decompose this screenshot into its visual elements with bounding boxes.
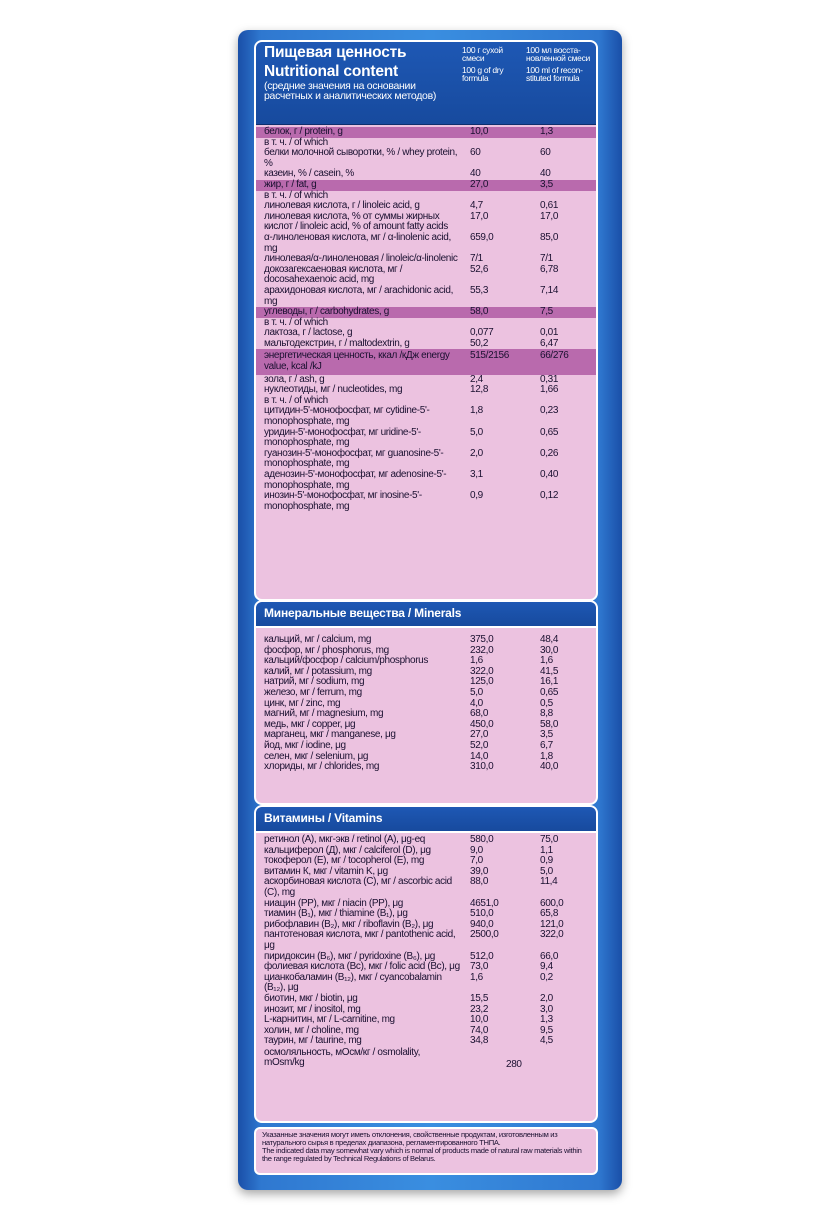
col2-header-en: 100 ml of recon-stituted formula	[526, 65, 583, 83]
row-label: линолевая кислота, г / linoleic acid, g	[264, 200, 420, 212]
row-value-reconstituted: 65,8	[540, 908, 559, 920]
row-value-dry: 2,0	[470, 447, 483, 459]
table-row	[256, 212, 596, 233]
table-row	[256, 470, 596, 491]
row-label: цинк, мг / zinc, mg	[264, 697, 341, 709]
row-value-dry: 34,8	[470, 1035, 489, 1047]
row-value-reconstituted: 66/276	[540, 350, 569, 362]
row-value-dry: 580,0	[470, 834, 494, 845]
table-row	[256, 449, 596, 470]
table-row	[256, 930, 596, 951]
row-label: линолевая/α-линоленовая / linoleic/α-linolenic	[264, 253, 458, 265]
row-label: белки молочной сыворотки, % / whey protein, %	[264, 147, 458, 169]
disclaimer-note	[254, 1127, 598, 1175]
row-value-dry: 10,0	[470, 1014, 489, 1026]
row-value-dry: 15,5	[470, 992, 489, 1004]
row-label: калий, мг / potassium, mg	[264, 665, 372, 677]
row-value-reconstituted: 7,14	[540, 284, 559, 296]
row-label: холин, мг / choline, mg	[264, 1024, 359, 1036]
row-value-reconstituted: 0,65	[540, 426, 559, 438]
row-label: аденозин-5'-монофосфат, мг adenosine-5'-monophosphate, mg	[264, 469, 447, 491]
row-label: ниацин (РР), мкг / niacin (PP), μg	[264, 897, 403, 909]
row-value-reconstituted: 0,40	[540, 469, 559, 480]
row-value-reconstituted: 3,5	[540, 729, 553, 741]
row-label: селен, мкг / selenium, μg	[264, 750, 369, 762]
row-value-dry: 450,0	[470, 718, 494, 730]
row-label: в т. ч. / of which	[264, 136, 328, 148]
mineral-rows	[256, 628, 596, 773]
row-label: рибофлавин (B₂), мкг / riboflavin (B₂), μg	[264, 918, 434, 930]
row-value-dry: 50,2	[470, 337, 489, 349]
row-value-reconstituted: 0,2	[540, 971, 553, 983]
row-value-reconstituted: 1,6	[540, 655, 553, 667]
row-label: арахидоновая кислота, мг / arachidonic acid, mg	[264, 284, 454, 307]
col1-header-ru: 100 г сухой смеси	[462, 45, 503, 63]
table-row	[256, 428, 596, 449]
row-value-dry: 12,8	[470, 384, 489, 396]
table-row	[256, 127, 596, 138]
row-value-dry: 7/1	[470, 253, 483, 265]
row-label: инозит, мг / inositol, mg	[264, 1003, 361, 1015]
row-value-dry: 1,6	[470, 971, 483, 983]
table-row	[256, 265, 596, 286]
row-value-reconstituted: 3,5	[540, 178, 553, 190]
col2-header-ru: 100 мл восста-новленной смеси	[526, 45, 590, 63]
row-value-dry: 55,3	[470, 284, 489, 296]
row-value-reconstituted: 0,31	[540, 373, 559, 385]
subtitle: (средние значения на основании расчетных и аналитических методов)	[264, 80, 437, 102]
row-value-dry: 515/2156	[470, 350, 509, 362]
row-value-dry: 510,0	[470, 908, 494, 920]
row-value-dry: 14,0	[470, 750, 489, 762]
table-row	[256, 233, 596, 254]
row-label: лактоза, г / lactose, g	[264, 327, 353, 339]
row-value-reconstituted: 41,5	[540, 665, 559, 677]
row-value-reconstituted: 9,4	[540, 961, 553, 973]
table-row	[256, 973, 596, 994]
row-value-reconstituted: 0,26	[540, 447, 559, 459]
row-value-reconstituted: 75,0	[540, 834, 559, 845]
row-label: фосфор, мг / phosphorus, mg	[264, 644, 389, 656]
row-value-dry: 125,0	[470, 676, 494, 688]
row-value-reconstituted: 58,0	[540, 718, 559, 730]
row-label: в т. ч. / of which	[264, 189, 328, 201]
row-value-reconstituted: 7,5	[540, 306, 553, 318]
row-value-reconstituted: 322,0	[540, 929, 564, 941]
vitamin-rows	[256, 833, 596, 1047]
row-label: ретинол (А), мкг-экв / retinol (A), μg-eq	[264, 834, 426, 845]
row-value-dry: 73,0	[470, 961, 489, 973]
row-value-dry: 1,8	[470, 405, 483, 417]
row-label: фолиевая кислота (Bc), мкг / folic acid (Bc), μg	[264, 961, 460, 973]
row-value-dry: 52,6	[470, 263, 489, 275]
row-value-reconstituted: 1,3	[540, 126, 553, 137]
table-row	[256, 741, 596, 752]
osmolality-label: осмоляльность, мОсм/кг / osmolality, mOsm/kg	[264, 1046, 421, 1069]
row-label: цианкобаламин (B₁₂), мкг / cyancobalamin (B₁₂), μg	[264, 971, 442, 994]
row-label: пиридоксин (B₆), мкг / pyridoxine (B₆), μg	[264, 950, 435, 962]
minerals-title: Минеральные вещества / Minerals	[264, 606, 462, 620]
table-row	[256, 994, 596, 1005]
row-value-dry: 10,0	[470, 126, 489, 137]
row-label: кальций, мг / calcium, mg	[264, 634, 372, 645]
row-value-reconstituted: 85,0	[540, 231, 559, 243]
row-label: мальтодекстрин, г / maltodextrin, g	[264, 337, 410, 349]
row-value-dry: 74,0	[470, 1024, 489, 1036]
row-value-reconstituted: 17,0	[540, 210, 559, 222]
row-label: L-карнитин, мг / L-carnitine, mg	[264, 1014, 395, 1026]
row-label: докозагексаеновая кислота, мг / docosahexaenoic acid, mg	[264, 263, 403, 286]
row-value-reconstituted: 0,5	[540, 697, 553, 709]
table-row	[256, 180, 596, 191]
row-value-dry: 2,4	[470, 373, 483, 385]
row-value-reconstituted: 0,12	[540, 490, 559, 502]
row-label: α-линоленовая кислота, мг / α-linolenic acid, mg	[264, 231, 451, 254]
vitamins-header	[256, 807, 596, 833]
nutrition-panel	[254, 40, 598, 601]
table-row	[256, 635, 596, 646]
table-row	[256, 491, 596, 512]
row-label: кальций/фосфор / calcium/phosphorus	[264, 655, 429, 667]
row-label: токоферол (Е), мг / tocopherol (E), mg	[264, 855, 425, 867]
row-value-dry: 27,0	[470, 729, 489, 741]
row-value-reconstituted: 121,0	[540, 918, 564, 930]
row-value-reconstituted: 9,5	[540, 1024, 553, 1036]
row-value-reconstituted: 11,4	[540, 876, 558, 888]
table-row	[256, 339, 596, 350]
row-value-reconstituted: 8,8	[540, 708, 553, 720]
table-row	[256, 688, 596, 699]
row-value-reconstituted: 48,4	[540, 634, 559, 645]
row-value-dry: 232,0	[470, 644, 494, 656]
row-value-reconstituted: 5,0	[540, 865, 553, 877]
table-row	[256, 406, 596, 427]
row-value-dry: 0,077	[470, 327, 494, 339]
row-value-reconstituted: 1,1	[540, 844, 553, 856]
row-value-dry: 60	[470, 147, 481, 159]
row-value-reconstituted: 4,5	[540, 1035, 553, 1047]
row-label: биотин, мкг / biotin, μg	[264, 992, 358, 1004]
row-label: углеводы, г / carbohydrates, g	[264, 306, 389, 318]
row-label: в т. ч. / of which	[264, 394, 328, 406]
row-value-dry: 322,0	[470, 665, 494, 677]
col1-header-en: 100 g of dry formula	[462, 65, 504, 83]
row-value-dry: 5,0	[470, 426, 483, 438]
row-value-reconstituted: 6,78	[540, 263, 559, 275]
row-label: витамин К, мкг / vitamin K, μg	[264, 865, 388, 877]
table-row	[256, 286, 596, 307]
row-value-dry: 23,2	[470, 1003, 489, 1015]
table-row	[256, 877, 596, 898]
row-value-reconstituted: 30,0	[540, 644, 559, 656]
row-value-dry: 4,7	[470, 200, 483, 212]
row-value-reconstituted: 66,0	[540, 950, 559, 962]
table-row	[256, 762, 596, 773]
table-row	[256, 835, 596, 846]
row-value-reconstituted: 1,8	[540, 750, 553, 762]
table-row	[256, 349, 596, 374]
row-value-dry: 2500,0	[470, 929, 499, 941]
row-value-reconstituted: 60	[540, 147, 551, 159]
row-label: таурин, мг / taurine, mg	[264, 1035, 362, 1047]
osmolality-row	[256, 1048, 596, 1069]
row-value-reconstituted: 0,23	[540, 405, 559, 417]
nutrition-header	[256, 42, 596, 125]
row-label: железо, мг / ferrum, mg	[264, 686, 362, 698]
row-value-dry: 1,6	[470, 655, 483, 667]
row-value-dry: 39,0	[470, 865, 489, 877]
row-value-dry: 58,0	[470, 306, 489, 318]
row-label: уридин-5'-монофосфат, мг uridine-5'-monophosphate, mg	[264, 426, 421, 449]
row-label: хлориды, мг / chlorides, mg	[264, 761, 380, 773]
row-label: магний, мг / magnesium, mg	[264, 708, 384, 720]
row-label: жир, г / fat, g	[264, 178, 317, 190]
table-row	[256, 148, 596, 169]
row-value-dry: 512,0	[470, 950, 494, 962]
vitamins-panel	[254, 805, 598, 1123]
row-value-dry: 27,0	[470, 178, 489, 190]
row-value-dry: 4651,0	[470, 897, 499, 909]
row-value-reconstituted: 600,0	[540, 897, 564, 909]
row-value-dry: 3,1	[470, 469, 483, 480]
row-value-reconstituted: 3,0	[540, 1003, 553, 1015]
row-label: марганец, мкг / manganese, μg	[264, 729, 396, 741]
row-value-dry: 17,0	[470, 210, 489, 222]
row-value-reconstituted: 7/1	[540, 253, 553, 265]
row-label: инозин-5'-монофосфат, мг inosine-5'-monophosphate, mg	[264, 490, 422, 512]
row-value-dry: 52,0	[470, 739, 489, 751]
row-value-dry: 375,0	[470, 634, 494, 645]
vitamins-title: Витамины / Vitamins	[264, 811, 383, 825]
disclaimer-ru: Указанные значения могут иметь отклонения, свойственные продуктам, изготовленным из натурального сырья в пределах диапазона, регламентированного ТНПА.	[262, 1130, 558, 1147]
row-label: нуклеотиды, мг / nucleotides, mg	[264, 384, 403, 396]
row-value-reconstituted: 1,66	[540, 384, 559, 396]
row-label: цитидин-5'-монофосфат, мг cytidine-5'-monophosphate, mg	[264, 405, 430, 428]
row-value-dry: 310,0	[470, 761, 494, 773]
row-value-reconstituted: 1,3	[540, 1014, 553, 1026]
row-value-dry: 659,0	[470, 231, 494, 243]
row-label: аскорбиновая кислота (С), мг / ascorbic acid (C), mg	[264, 876, 452, 898]
row-value-reconstituted: 0,01	[540, 327, 559, 339]
row-value-dry: 0,9	[470, 490, 483, 502]
row-label: натрий, мг / sodium, mg	[264, 676, 365, 688]
row-label: гуанозин-5'-монофосфат, мг guanosine-5'-monophosphate, mg	[264, 447, 444, 470]
row-value-reconstituted: 0,65	[540, 686, 559, 698]
row-label: тиамин (B₁), мкг / thiamine (B₁), μg	[264, 908, 408, 920]
row-value-dry: 9,0	[470, 844, 483, 856]
minerals-panel	[254, 600, 598, 805]
row-value-reconstituted: 6,47	[540, 337, 559, 349]
row-value-reconstituted: 16,1	[540, 676, 559, 688]
row-value-dry: 7,0	[470, 855, 483, 867]
row-label: пантотеновая кислота, мкг / pantothenic acid, μg	[264, 929, 456, 951]
row-value-reconstituted: 40,0	[540, 761, 559, 773]
row-value-dry: 4,0	[470, 697, 483, 709]
row-value-dry: 5,0	[470, 686, 483, 698]
row-value-reconstituted: 6,7	[540, 739, 553, 751]
row-label: зола, г / ash, g	[264, 373, 325, 385]
row-label: в т. ч. / of which	[264, 316, 328, 328]
osmolality-value: 280	[506, 1058, 522, 1070]
row-label: белок, г / protein, g	[264, 126, 343, 137]
row-value-reconstituted: 40	[540, 168, 551, 180]
table-row	[256, 1036, 596, 1047]
disclaimer-en: The indicated data may somewhat vary which is normal of products made of natural raw materials within the range regulated by Technical Regulations of Belarus.	[262, 1146, 582, 1163]
row-label: казеин, % / casein, %	[264, 168, 354, 180]
nutrition-rows	[256, 125, 596, 512]
title-ru: Пищевая ценность	[264, 44, 407, 61]
row-label: кальциферол (Д), мкг / calciferol (D), μg	[264, 844, 431, 856]
row-label: энергетическая ценность, ккал /кДж energy value, kcal /kJ	[264, 350, 450, 373]
row-label: медь, мкг / copper, μg	[264, 718, 356, 730]
row-value-reconstituted: 2,0	[540, 992, 553, 1004]
row-value-reconstituted: 0,61	[540, 200, 559, 212]
row-value-reconstituted: 0,9	[540, 855, 553, 867]
row-label: йод, мкг / iodine, μg	[264, 739, 346, 751]
title-en: Nutritional content	[264, 63, 398, 80]
row-value-dry: 940,0	[470, 918, 494, 930]
row-label: линолевая кислота, % от суммы жирных кислот / linoleic acid, % of amount fatty acids	[264, 210, 448, 233]
row-value-dry: 68,0	[470, 708, 489, 720]
row-value-dry: 88,0	[470, 876, 489, 888]
minerals-header	[256, 602, 596, 628]
row-value-dry: 40	[470, 168, 481, 180]
